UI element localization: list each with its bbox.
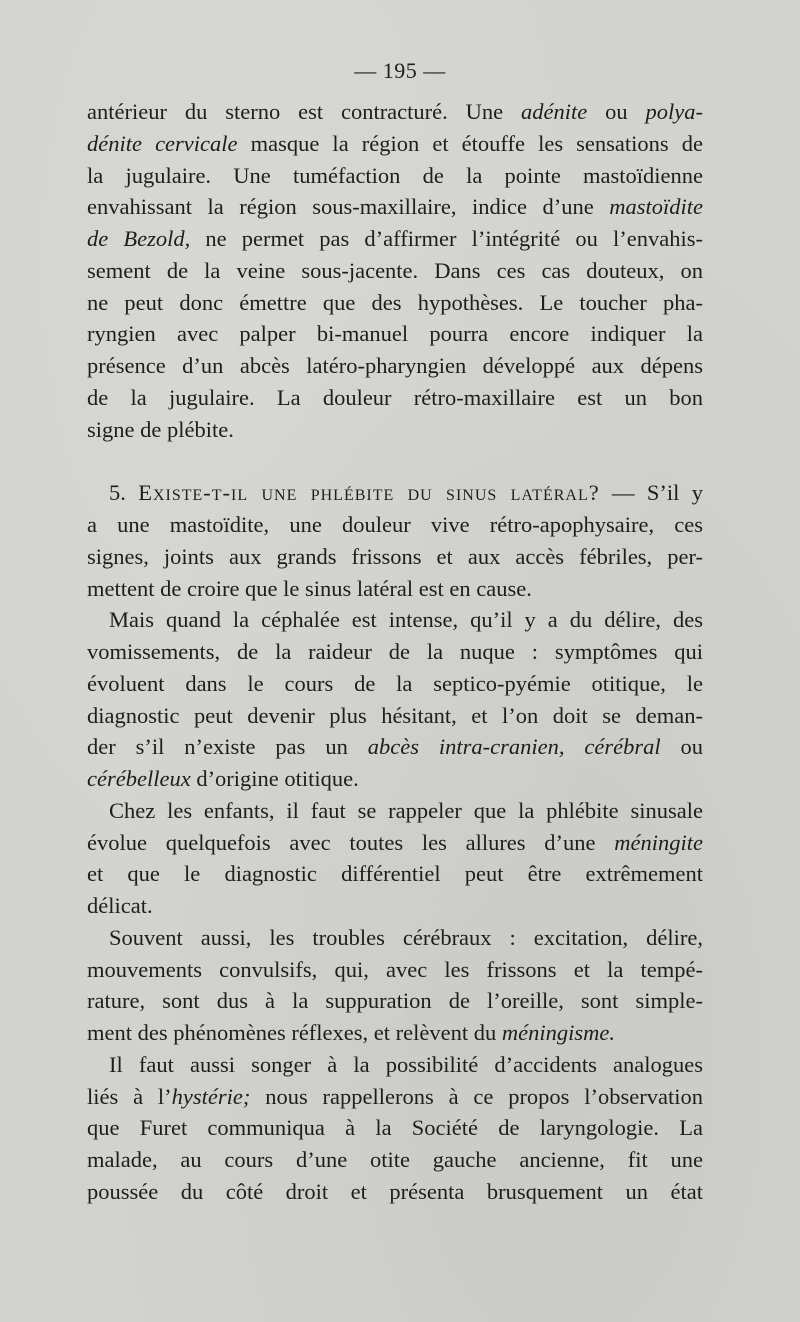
text-line xyxy=(87,318,703,350)
text-segment: signes, joints aux grands frissons et aux accès fébriles, per- xyxy=(87,543,703,569)
text-line xyxy=(87,573,703,605)
text-segment: a une mastoïdite, une douleur vive rétro-apophysaire, ces xyxy=(87,512,703,537)
text-segment: et que le diagnostic différentiel peut être extrêmement xyxy=(87,861,703,887)
text-segment: der s’il n’existe pas un xyxy=(87,734,368,760)
italic-segment: adénite xyxy=(521,99,588,124)
text-line xyxy=(87,128,703,160)
text-line xyxy=(87,382,703,414)
text-line xyxy=(87,954,703,986)
text-segment: Il faut aussi songer à la possibilité d’accidents analogues xyxy=(109,1051,703,1077)
text-segment: diagnostic peut devenir plus hésitant, et l’on doit se deman- xyxy=(87,702,703,728)
page-number: — 195 — xyxy=(354,58,446,83)
text-line xyxy=(87,477,703,509)
text-line xyxy=(87,858,703,890)
text-line xyxy=(87,223,703,255)
text-line xyxy=(87,96,703,128)
text-line xyxy=(87,287,703,319)
text-line xyxy=(87,890,703,922)
text-segment: nous rappellerons à ce propos l’observation xyxy=(250,1083,703,1109)
text-line xyxy=(87,414,703,446)
text-line xyxy=(87,922,703,954)
text-segment: mettent de croire que le sinus latéral est en cause. xyxy=(87,575,532,601)
text-segment: Chez les enfants, il faut se rappeler que la phlébite sinusale xyxy=(109,797,703,823)
text-line xyxy=(87,1017,703,1049)
text-line xyxy=(87,985,703,1017)
text-line xyxy=(87,700,703,732)
text-line xyxy=(87,255,703,287)
text-line xyxy=(87,763,703,795)
text-segment: rature, sont dus à la suppuration de l’oreille, sont simple- xyxy=(87,988,703,1014)
italic-segment: dénite cervicale xyxy=(87,130,238,156)
text-segment: délicat. xyxy=(87,893,153,918)
text-segment: d’origine otitique. xyxy=(190,766,359,791)
body-text xyxy=(87,96,703,1208)
italic-segment: abcès intra-cranien, cérébral xyxy=(367,734,661,760)
italic-segment: mastoïdite xyxy=(609,194,703,220)
text-segment: ou xyxy=(660,734,704,760)
text-segment: envahissant la région sous-maxillaire, indice d’une xyxy=(87,194,610,220)
text-segment: 5. xyxy=(109,480,139,506)
text-segment: ne permet pas d’affirmer l’intégrité ou l’envahis- xyxy=(190,226,703,251)
text-segment: de la jugulaire. La douleur rétro-maxillaire est un bon xyxy=(87,384,703,410)
text-segment: poussée du côté droit et présenta brusquement un état xyxy=(87,1178,703,1204)
section-heading: Existe-t-il une phlébite du sinus latéral? xyxy=(138,480,600,506)
text-line xyxy=(87,731,703,763)
text-segment: sement de la veine sous-jacente. Dans ces cas douteux, on xyxy=(87,257,703,283)
italic-segment: cérébelleux xyxy=(87,766,191,791)
text-segment: ne peut donc émettre que des hypothèses. Le toucher pha- xyxy=(87,289,703,315)
text-segment: évoluent dans le cours de la septico-pyémie otitique, le xyxy=(87,670,703,696)
italic-segment: méningite xyxy=(614,829,703,855)
text-segment: évolue quelquefois avec toutes les allures d’une xyxy=(87,829,615,855)
italic-segment: hystérie; xyxy=(171,1083,251,1109)
text-segment: ment des phénomènes réflexes, et relèvent du xyxy=(87,1020,502,1045)
italic-segment: de Bezold, xyxy=(87,226,191,251)
text-line xyxy=(87,541,703,573)
text-segment: Souvent aussi, les troubles cérébraux : excitation, délire, xyxy=(109,924,703,950)
text-segment: malade, au cours d’une otite gauche ancienne, fit une xyxy=(87,1147,703,1172)
text-segment: Mais quand la céphalée est intense, qu’il y a du délire, des xyxy=(109,607,703,633)
text-line xyxy=(87,509,703,541)
text-segment: que Furet communiqua à la Société de laryngologie. La xyxy=(87,1115,703,1141)
text-line xyxy=(87,1176,703,1208)
text-line xyxy=(87,1112,703,1144)
text-line xyxy=(87,1144,703,1176)
text-line xyxy=(87,636,703,668)
text-segment: signe de plébite. xyxy=(87,416,234,442)
text-line xyxy=(87,350,703,382)
text-segment: — S’il y xyxy=(599,480,703,506)
text-segment: ou xyxy=(587,99,646,124)
text-segment: présence d’un abcès latéro-pharyngien développé aux dépens xyxy=(87,353,703,378)
text-segment: mouvements convulsifs, qui, avec les frissons et la tempé- xyxy=(87,956,703,982)
text-line xyxy=(87,668,703,700)
text-segment: vomissements, de la raideur de la nuque : symptômes qui xyxy=(87,639,703,664)
text-segment: la jugulaire. Une tuméfaction de la pointe mastoïdienne xyxy=(87,162,703,188)
paragraph-gap xyxy=(87,445,703,477)
text-line xyxy=(87,604,703,636)
text-segment: antérieur du sterno est contracturé. Une xyxy=(87,99,522,124)
text-segment: masque la région et étouffe les sensations de xyxy=(237,130,703,156)
text-line xyxy=(87,1049,703,1081)
italic-segment: méningisme. xyxy=(501,1020,615,1045)
italic-segment: polya- xyxy=(645,99,703,124)
text-line xyxy=(87,1081,703,1113)
text-segment: liés à l’ xyxy=(87,1083,172,1109)
text-segment: ryngien avec palper bi-manuel pourra encore indiquer la xyxy=(87,321,703,347)
text-line xyxy=(87,795,703,827)
text-line xyxy=(87,160,703,192)
text-line xyxy=(87,191,703,223)
text-line xyxy=(87,827,703,859)
